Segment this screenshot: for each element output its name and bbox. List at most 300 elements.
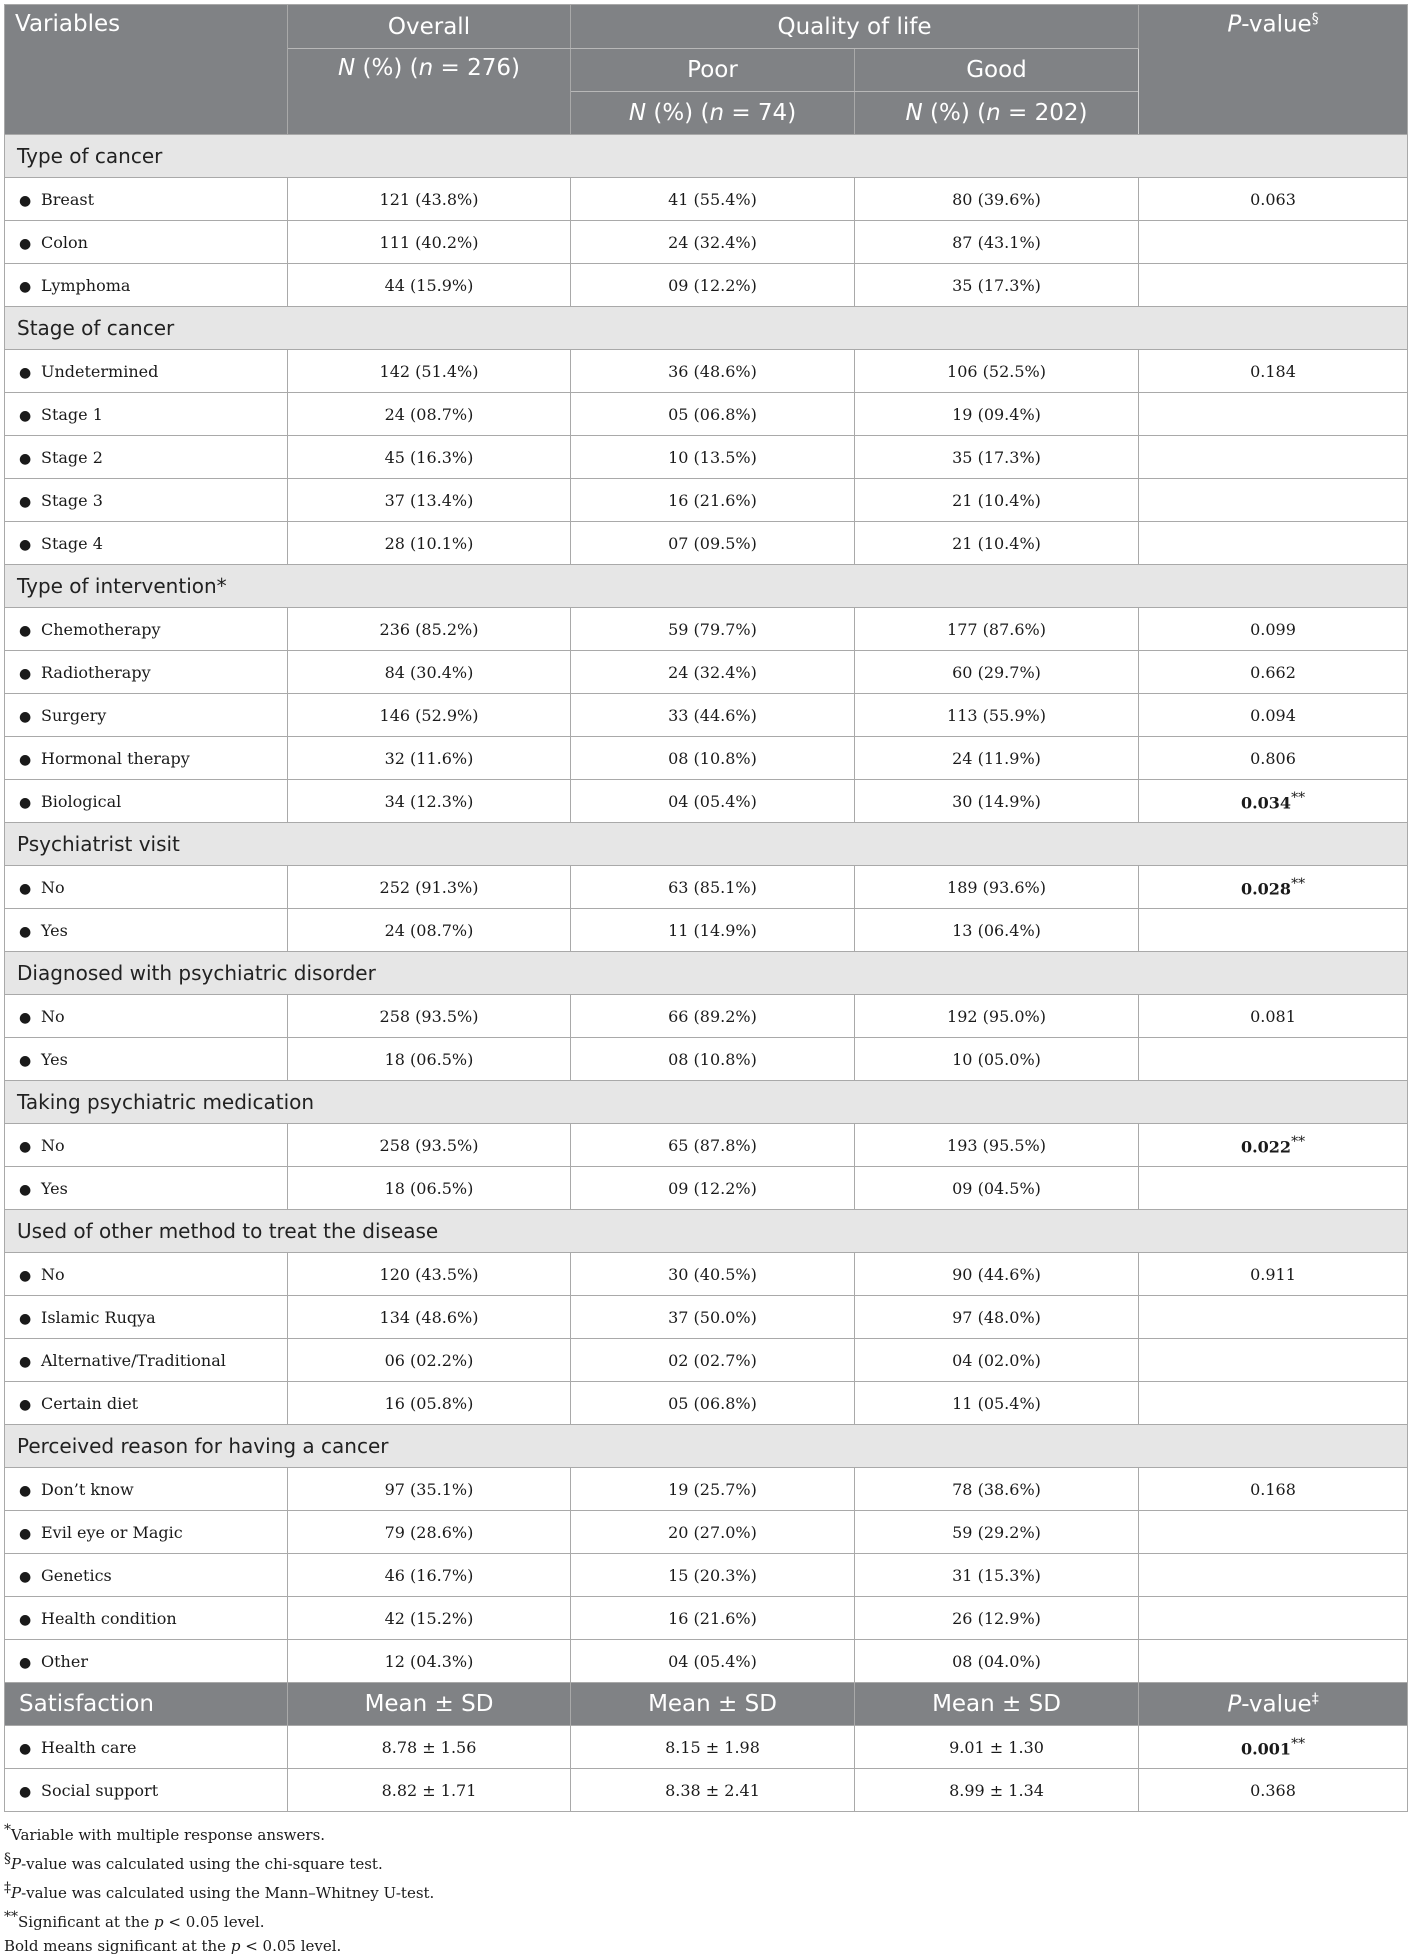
cell-good: 189 (93.6%) <box>855 866 1139 909</box>
table-row <box>5 1124 1408 1167</box>
table-row <box>5 522 1408 565</box>
bullet-icon: ● <box>19 192 32 209</box>
cell-overall: 84 (30.4%) <box>288 651 571 694</box>
cell-pvalue <box>1139 1640 1408 1683</box>
cell-pvalue <box>1139 1038 1408 1081</box>
satisfaction-col-good: Mean ± SD <box>855 1683 1139 1726</box>
cell-good: 21 (10.4%) <box>855 522 1139 565</box>
row-label-text: Stage 3 <box>41 490 103 510</box>
bullet-icon: ● <box>19 751 32 768</box>
cell-poor: 05 (06.8%) <box>571 1382 855 1425</box>
cell-good: 87 (43.1%) <box>855 221 1139 264</box>
footnote-significance: **Significant at the p < 0.05 level. <box>4 1909 265 1931</box>
table-row <box>5 1339 1408 1382</box>
cell-pvalue <box>1139 737 1408 780</box>
cell-pvalue <box>1139 1554 1408 1597</box>
pvalue-text: 0.662 <box>1250 662 1296 682</box>
row-label <box>5 1511 288 1554</box>
section-stage-of-cancer <box>5 307 1408 350</box>
cell-poor: 41 (55.4%) <box>571 178 855 221</box>
cell-overall: 97 (35.1%) <box>288 1468 571 1511</box>
row-label <box>5 479 288 522</box>
table-row <box>5 1597 1408 1640</box>
table-row <box>5 1468 1408 1511</box>
row-label <box>5 1167 288 1210</box>
row-label <box>5 608 288 651</box>
row-label <box>5 1640 288 1683</box>
row-label-text: Health condition <box>41 1608 177 1628</box>
cell-pvalue <box>1139 178 1408 221</box>
bullet-icon: ● <box>19 1181 32 1198</box>
section-psychiatrist-visit <box>5 823 1408 866</box>
table-row <box>5 737 1408 780</box>
cell-poor: 20 (27.0%) <box>571 1511 855 1554</box>
header-good-n: N (%) (n = 202) <box>855 92 1139 135</box>
cell-overall: 44 (15.9%) <box>288 264 571 307</box>
row-label-text: No <box>41 877 65 897</box>
table-row <box>5 1769 1408 1812</box>
row-label-text: Stage 2 <box>41 447 103 467</box>
cell-overall: 111 (40.2%) <box>288 221 571 264</box>
cell-good: 9.01 ± 1.30 <box>855 1726 1139 1769</box>
cell-overall: 16 (05.8%) <box>288 1382 571 1425</box>
cell-good: 09 (04.5%) <box>855 1167 1139 1210</box>
cell-pvalue <box>1139 866 1408 909</box>
cell-pvalue <box>1139 1167 1408 1210</box>
cell-overall: 142 (51.4%) <box>288 350 571 393</box>
table-row <box>5 909 1408 952</box>
footnote-bold-meaning: Bold means significant at the p < 0.05 level. <box>4 1937 342 1955</box>
header-overall: Overall <box>288 5 571 49</box>
cell-good: 177 (87.6%) <box>855 608 1139 651</box>
cell-poor: 09 (12.2%) <box>571 264 855 307</box>
cell-good: 08 (04.0%) <box>855 1640 1139 1683</box>
section-perceived-reason-for-having-a-cancer <box>5 1425 1408 1468</box>
cell-poor: 33 (44.6%) <box>571 694 855 737</box>
header-quality-of-life: Quality of life <box>571 5 1139 49</box>
row-label <box>5 866 288 909</box>
cell-poor: 63 (85.1%) <box>571 866 855 909</box>
cell-pvalue <box>1139 1339 1408 1382</box>
row-label <box>5 995 288 1038</box>
header-pvalue: P-value§ <box>1139 5 1408 135</box>
cell-overall: 258 (93.5%) <box>288 1124 571 1167</box>
cell-poor: 36 (48.6%) <box>571 350 855 393</box>
row-label-text: Don’t know <box>41 1479 134 1499</box>
cell-overall: 8.82 ± 1.71 <box>288 1769 571 1812</box>
cell-poor: 09 (12.2%) <box>571 1167 855 1210</box>
pvalue-text: 0.184 <box>1250 361 1296 381</box>
cell-good: 19 (09.4%) <box>855 393 1139 436</box>
row-label-text: Certain diet <box>41 1393 139 1413</box>
cell-pvalue <box>1139 264 1408 307</box>
row-label-text: Other <box>41 1651 88 1671</box>
cell-pvalue <box>1139 1769 1408 1812</box>
cell-good: 21 (10.4%) <box>855 479 1139 522</box>
cell-overall: 146 (52.9%) <box>288 694 571 737</box>
table-row <box>5 479 1408 522</box>
cell-pvalue <box>1139 780 1408 823</box>
bullet-icon: ● <box>19 665 32 682</box>
row-label-text: Undetermined <box>41 361 159 381</box>
footnote-chi-square: §P-value was calculated using the chi-square test. <box>4 1851 383 1873</box>
row-label <box>5 651 288 694</box>
bullet-icon: ● <box>19 880 32 897</box>
bullet-icon: ● <box>19 1654 32 1671</box>
satisfaction-col-pvalue: P-value‡ <box>1139 1683 1408 1726</box>
row-label-text: Hormonal therapy <box>41 748 190 768</box>
row-label <box>5 909 288 952</box>
row-label <box>5 694 288 737</box>
table-row <box>5 1726 1408 1769</box>
table-row <box>5 436 1408 479</box>
cell-pvalue <box>1139 694 1408 737</box>
row-label-text: Colon <box>41 232 88 252</box>
cell-good: 60 (29.7%) <box>855 651 1139 694</box>
pvalue-text: 0.094 <box>1250 705 1296 725</box>
table-row <box>5 780 1408 823</box>
row-label-text: Breast <box>41 189 95 209</box>
cell-poor: 02 (02.7%) <box>571 1339 855 1382</box>
cell-poor: 65 (87.8%) <box>571 1124 855 1167</box>
row-label-text: Biological <box>41 791 122 811</box>
results-table <box>4 4 1408 1812</box>
section-title: Stage of cancer <box>5 307 1408 350</box>
cell-poor: 04 (05.4%) <box>571 780 855 823</box>
row-label-text: Surgery <box>41 705 107 725</box>
table-row <box>5 1038 1408 1081</box>
cell-pvalue <box>1139 350 1408 393</box>
bullet-icon: ● <box>19 794 32 811</box>
cell-pvalue <box>1139 221 1408 264</box>
cell-good: 04 (02.0%) <box>855 1339 1139 1382</box>
cell-overall: 42 (15.2%) <box>288 1597 571 1640</box>
cell-poor: 08 (10.8%) <box>571 737 855 780</box>
section-title: Psychiatrist visit <box>5 823 1408 866</box>
cell-good: 59 (29.2%) <box>855 1511 1139 1554</box>
cell-good: 10 (05.0%) <box>855 1038 1139 1081</box>
satisfaction-title: Satisfaction <box>5 1683 288 1726</box>
row-label-text: Genetics <box>41 1565 112 1585</box>
cell-poor: 30 (40.5%) <box>571 1253 855 1296</box>
table-row <box>5 393 1408 436</box>
cell-overall: 37 (13.4%) <box>288 479 571 522</box>
cell-overall: 18 (06.5%) <box>288 1167 571 1210</box>
cell-overall: 236 (85.2%) <box>288 608 571 651</box>
bullet-icon: ● <box>19 1138 32 1155</box>
bullet-icon: ● <box>19 1525 32 1542</box>
cell-pvalue <box>1139 522 1408 565</box>
cell-poor: 59 (79.7%) <box>571 608 855 651</box>
cell-poor: 16 (21.6%) <box>571 1597 855 1640</box>
bullet-icon: ● <box>19 1482 32 1499</box>
row-label-text: Evil eye or Magic <box>41 1522 183 1542</box>
cell-poor: 05 (06.8%) <box>571 393 855 436</box>
bullet-icon: ● <box>19 235 32 252</box>
section-diagnosed-with-psychiatric-disorder <box>5 952 1408 995</box>
section-used-of-other-method-to-treat-the-disease <box>5 1210 1408 1253</box>
row-label <box>5 436 288 479</box>
header-good: Good <box>855 49 1139 92</box>
cell-poor: 24 (32.4%) <box>571 221 855 264</box>
section-title: Type of cancer <box>5 135 1408 178</box>
cell-poor: 66 (89.2%) <box>571 995 855 1038</box>
cell-good: 35 (17.3%) <box>855 436 1139 479</box>
cell-poor: 07 (09.5%) <box>571 522 855 565</box>
bullet-icon: ● <box>19 1267 32 1284</box>
cell-overall: 24 (08.7%) <box>288 909 571 952</box>
header-overall-n: N (%) (n = 276) <box>288 49 571 135</box>
satisfaction-header <box>5 1683 1408 1726</box>
row-label-text: Yes <box>41 1049 68 1069</box>
row-label <box>5 1124 288 1167</box>
row-label <box>5 1726 288 1769</box>
bullet-icon: ● <box>19 536 32 553</box>
row-label <box>5 1769 288 1812</box>
row-label <box>5 393 288 436</box>
row-label <box>5 1339 288 1382</box>
row-label-text: No <box>41 1135 65 1155</box>
section-taking-psychiatric-medication <box>5 1081 1408 1124</box>
table-body <box>5 135 1408 1683</box>
table-row <box>5 178 1408 221</box>
bullet-icon: ● <box>19 1052 32 1069</box>
header-poor-n: N (%) (n = 74) <box>571 92 855 135</box>
table-row <box>5 995 1408 1038</box>
section-title: Perceived reason for having a cancer <box>5 1425 1408 1468</box>
significance-mark: ** <box>1291 1133 1306 1150</box>
bullet-icon: ● <box>19 923 32 940</box>
row-label-text: Islamic Ruqya <box>41 1307 156 1327</box>
cell-overall: 120 (43.5%) <box>288 1253 571 1296</box>
bullet-icon: ● <box>19 1353 32 1370</box>
cell-good: 13 (06.4%) <box>855 909 1139 952</box>
section-title: Diagnosed with psychiatric disorder <box>5 952 1408 995</box>
cell-overall: 28 (10.1%) <box>288 522 571 565</box>
table-row <box>5 866 1408 909</box>
cell-good: 106 (52.5%) <box>855 350 1139 393</box>
pvalue-text: 0.001 <box>1240 1739 1292 1759</box>
cell-poor: 08 (10.8%) <box>571 1038 855 1081</box>
cell-good: 78 (38.6%) <box>855 1468 1139 1511</box>
row-label <box>5 178 288 221</box>
cell-good: 11 (05.4%) <box>855 1382 1139 1425</box>
cell-overall: 18 (06.5%) <box>288 1038 571 1081</box>
bullet-icon: ● <box>19 622 32 639</box>
section-type-of-cancer <box>5 135 1408 178</box>
row-label <box>5 737 288 780</box>
table-row <box>5 1167 1408 1210</box>
pvalue-text: 0.911 <box>1250 1264 1296 1284</box>
cell-poor: 16 (21.6%) <box>571 479 855 522</box>
table-row <box>5 1554 1408 1597</box>
satisfaction-col-poor: Mean ± SD <box>571 1683 855 1726</box>
cell-poor: 8.15 ± 1.98 <box>571 1726 855 1769</box>
table-row <box>5 350 1408 393</box>
table-row <box>5 1640 1408 1683</box>
row-label <box>5 1597 288 1640</box>
results-table-container <box>4 4 1407 1958</box>
section-title: Type of intervention* <box>5 565 1408 608</box>
cell-overall: 06 (02.2%) <box>288 1339 571 1382</box>
row-label <box>5 264 288 307</box>
cell-good: 24 (11.9%) <box>855 737 1139 780</box>
pvalue-text: 0.028 <box>1240 879 1292 899</box>
cell-good: 90 (44.6%) <box>855 1253 1139 1296</box>
row-label-text: Yes <box>41 1178 68 1198</box>
cell-pvalue <box>1139 1468 1408 1511</box>
row-label-text: Health care <box>41 1737 137 1757</box>
table-row <box>5 608 1408 651</box>
bullet-icon: ● <box>19 278 32 295</box>
bullet-icon: ● <box>19 493 32 510</box>
pvalue-text: 0.368 <box>1250 1780 1296 1800</box>
bullet-icon: ● <box>19 708 32 725</box>
pvalue-text: 0.022 <box>1240 1137 1292 1157</box>
row-label-text: Yes <box>41 920 68 940</box>
cell-good: 8.99 ± 1.34 <box>855 1769 1139 1812</box>
row-label <box>5 1468 288 1511</box>
row-label-text: Stage 1 <box>41 404 103 424</box>
cell-good: 192 (95.0%) <box>855 995 1139 1038</box>
pvalue-text: 0.081 <box>1250 1006 1296 1026</box>
cell-overall: 46 (16.7%) <box>288 1554 571 1597</box>
header-poor: Poor <box>571 49 855 92</box>
row-label <box>5 1296 288 1339</box>
cell-overall: 258 (93.5%) <box>288 995 571 1038</box>
cell-good: 97 (48.0%) <box>855 1296 1139 1339</box>
cell-poor: 11 (14.9%) <box>571 909 855 952</box>
header-variables: Variables <box>5 5 288 135</box>
significance-mark: ** <box>1291 789 1306 806</box>
section-title: Taking psychiatric medication <box>5 1081 1408 1124</box>
footnotes <box>4 1818 1407 1958</box>
cell-overall: 252 (91.3%) <box>288 866 571 909</box>
row-label <box>5 780 288 823</box>
table-row <box>5 1253 1408 1296</box>
row-label <box>5 1038 288 1081</box>
cell-good: 35 (17.3%) <box>855 264 1139 307</box>
bullet-icon: ● <box>19 1310 32 1327</box>
pvalue-text: 0.099 <box>1250 619 1296 639</box>
cell-pvalue <box>1139 1726 1408 1769</box>
bullet-icon: ● <box>19 1783 32 1800</box>
cell-poor: 19 (25.7%) <box>571 1468 855 1511</box>
cell-pvalue <box>1139 1511 1408 1554</box>
cell-overall: 34 (12.3%) <box>288 780 571 823</box>
cell-pvalue <box>1139 651 1408 694</box>
cell-pvalue <box>1139 1296 1408 1339</box>
cell-good: 80 (39.6%) <box>855 178 1139 221</box>
table-row <box>5 651 1408 694</box>
row-label <box>5 1554 288 1597</box>
table-row <box>5 264 1408 307</box>
cell-overall: 45 (16.3%) <box>288 436 571 479</box>
section-type-of-intervention <box>5 565 1408 608</box>
bullet-icon: ● <box>19 1568 32 1585</box>
footnote-mann-whitney: ‡P-value was calculated using the Mann–Whitney U-test. <box>4 1880 435 1902</box>
cell-good: 30 (14.9%) <box>855 780 1139 823</box>
cell-pvalue <box>1139 1597 1408 1640</box>
row-label-text: Alternative/Traditional <box>41 1350 226 1370</box>
row-label <box>5 1253 288 1296</box>
cell-poor: 37 (50.0%) <box>571 1296 855 1339</box>
significance-mark: ** <box>1291 875 1306 892</box>
bullet-icon: ● <box>19 364 32 381</box>
cell-pvalue <box>1139 909 1408 952</box>
bullet-icon: ● <box>19 1396 32 1413</box>
cell-good: 31 (15.3%) <box>855 1554 1139 1597</box>
bullet-icon: ● <box>19 407 32 424</box>
bullet-icon: ● <box>19 1611 32 1628</box>
cell-overall: 24 (08.7%) <box>288 393 571 436</box>
row-label <box>5 221 288 264</box>
cell-pvalue <box>1139 608 1408 651</box>
table-row <box>5 694 1408 737</box>
row-label-text: No <box>41 1264 65 1284</box>
cell-good: 113 (55.9%) <box>855 694 1139 737</box>
row-label-text: Stage 4 <box>41 533 103 553</box>
row-label <box>5 350 288 393</box>
cell-poor: 10 (13.5%) <box>571 436 855 479</box>
cell-pvalue <box>1139 1382 1408 1425</box>
pvalue-text: 0.034 <box>1240 793 1292 813</box>
row-label-text: Chemotherapy <box>41 619 161 639</box>
cell-pvalue <box>1139 1253 1408 1296</box>
table-row <box>5 1511 1408 1554</box>
cell-good: 26 (12.9%) <box>855 1597 1139 1640</box>
cell-pvalue <box>1139 995 1408 1038</box>
bullet-icon: ● <box>19 1009 32 1026</box>
cell-poor: 8.38 ± 2.41 <box>571 1769 855 1812</box>
row-label-text: No <box>41 1006 65 1026</box>
table-row <box>5 1382 1408 1425</box>
significance-mark: ** <box>1291 1735 1306 1752</box>
cell-overall: 8.78 ± 1.56 <box>288 1726 571 1769</box>
cell-poor: 24 (32.4%) <box>571 651 855 694</box>
pvalue-text: 0.168 <box>1250 1479 1296 1499</box>
table-header <box>5 5 1408 135</box>
satisfaction-section <box>5 1683 1408 1812</box>
row-label-text: Social support <box>41 1780 159 1800</box>
bullet-icon: ● <box>19 450 32 467</box>
cell-overall: 134 (48.6%) <box>288 1296 571 1339</box>
cell-pvalue <box>1139 1124 1408 1167</box>
section-title: Used of other method to treat the disease <box>5 1210 1408 1253</box>
footnote-multiple-response: *Variable with multiple response answers. <box>4 1822 326 1844</box>
row-label-text: Lymphoma <box>41 275 131 295</box>
pvalue-text: 0.063 <box>1250 189 1296 209</box>
bullet-icon: ● <box>19 1740 32 1757</box>
row-label <box>5 522 288 565</box>
cell-pvalue <box>1139 436 1408 479</box>
cell-pvalue <box>1139 393 1408 436</box>
cell-overall: 32 (11.6%) <box>288 737 571 780</box>
cell-poor: 15 (20.3%) <box>571 1554 855 1597</box>
cell-good: 193 (95.5%) <box>855 1124 1139 1167</box>
table-row <box>5 221 1408 264</box>
table-row <box>5 1296 1408 1339</box>
row-label <box>5 1382 288 1425</box>
pvalue-text: 0.806 <box>1250 748 1296 768</box>
cell-pvalue <box>1139 479 1408 522</box>
row-label-text: Radiotherapy <box>41 662 151 682</box>
satisfaction-col-overall: Mean ± SD <box>288 1683 571 1726</box>
cell-overall: 79 (28.6%) <box>288 1511 571 1554</box>
cell-overall: 12 (04.3%) <box>288 1640 571 1683</box>
cell-poor: 04 (05.4%) <box>571 1640 855 1683</box>
cell-overall: 121 (43.8%) <box>288 178 571 221</box>
